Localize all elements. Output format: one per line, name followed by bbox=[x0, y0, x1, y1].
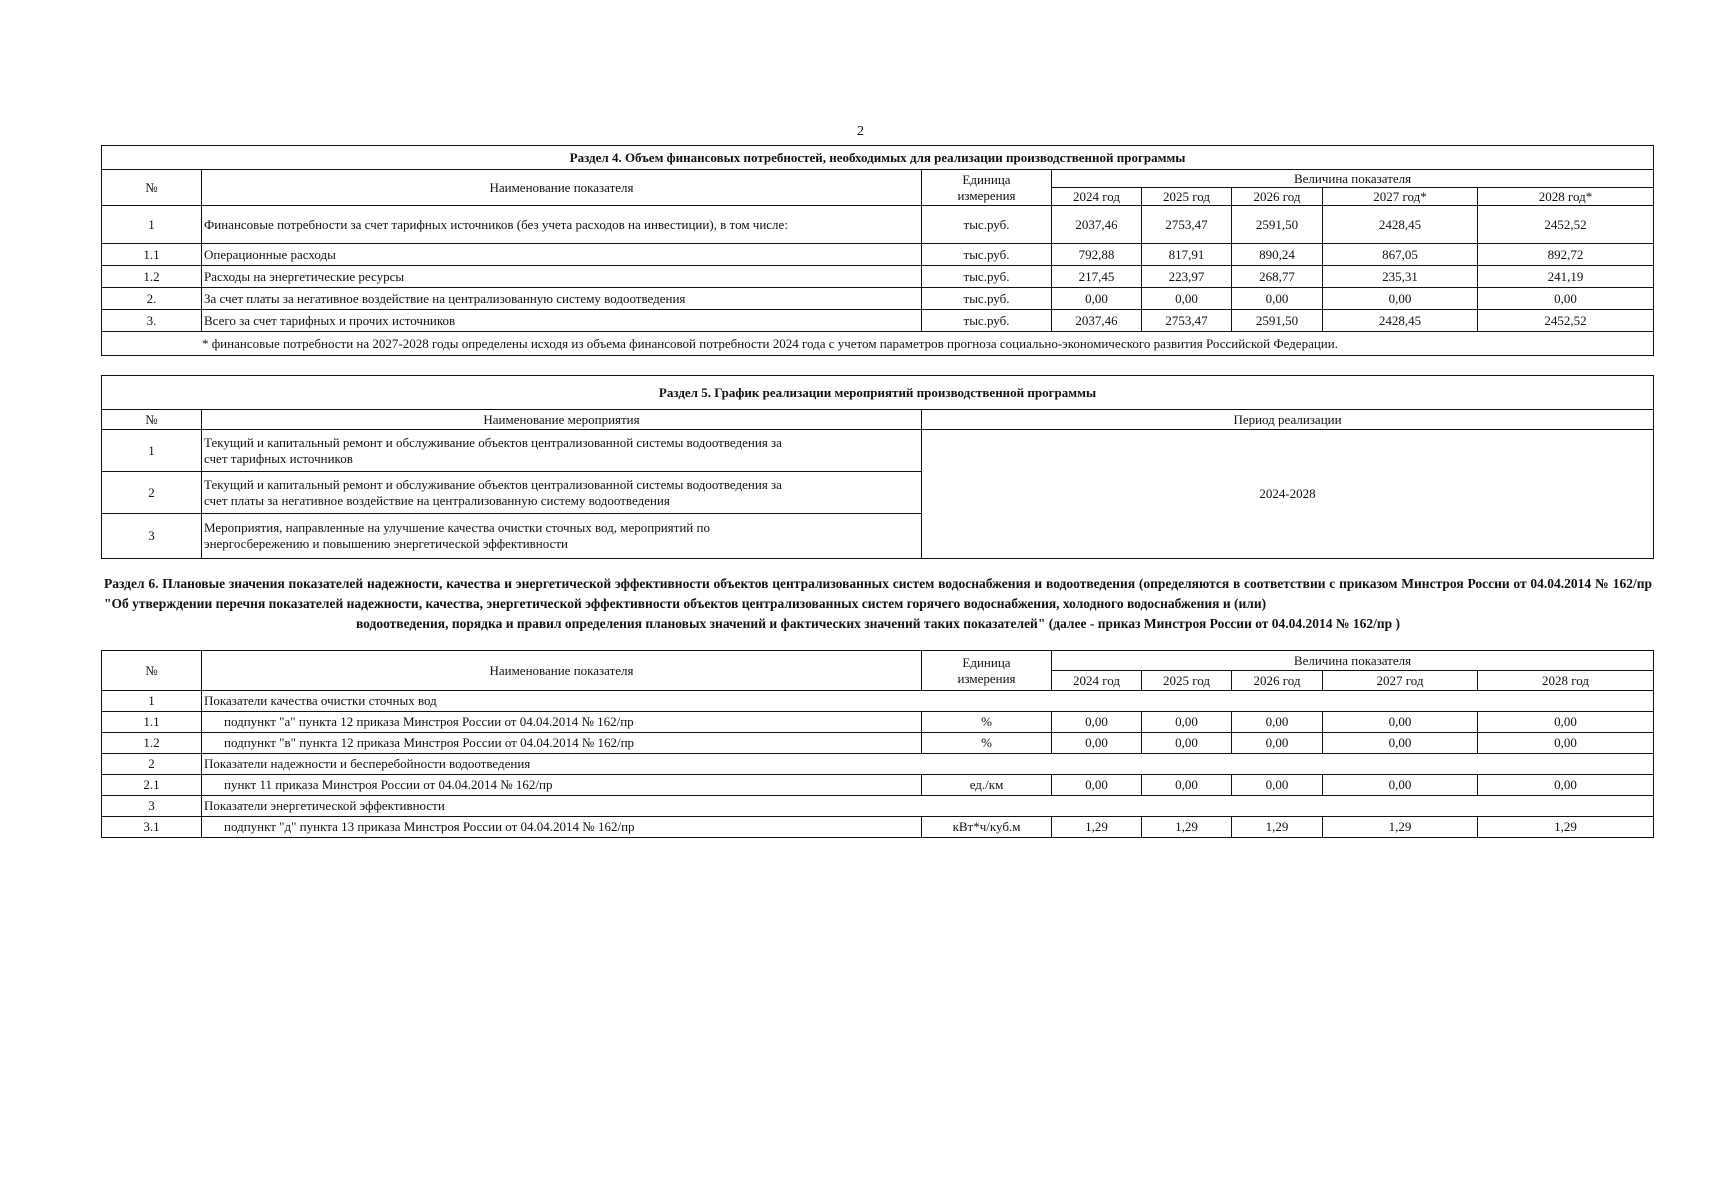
row-unit: тыс.руб. bbox=[922, 266, 1052, 288]
row-num: 2.1 bbox=[102, 775, 202, 796]
activity-line: счет тарифных источников bbox=[204, 450, 353, 466]
row-value: 0,00 bbox=[1142, 775, 1232, 796]
row-value: 0,00 bbox=[1232, 775, 1323, 796]
section5-title: Раздел 5. График реализации мероприятий производственной программы bbox=[102, 376, 1654, 410]
row-value: 268,77 bbox=[1232, 266, 1323, 288]
column-header-num: № bbox=[102, 651, 202, 691]
row-value: 223,97 bbox=[1142, 266, 1232, 288]
row-value: 2452,52 bbox=[1478, 206, 1654, 244]
section4-footnote: * финансовые потребности на 2027-2028 годы определены исходя из объема финансовой потребности 2024 года с учетом параметров прогноза социально-экономического развития Российской Федерации. bbox=[102, 332, 1654, 356]
row-value: 2591,50 bbox=[1232, 310, 1323, 332]
section6-title-main: Раздел 6. Плановые значения показателей надежности, качества и энергетической эффективности объектов централизованных систем водоснабжения и водоотведения (определяются в соответствии с приказом Минстроя России от 04.04.2014 № 162/пр "Об утверждении перечня показателей надежности, качества, энергетической эффективности объектов централизованных систем горячего водоснабжения, холодного водоснабжения и (или) bbox=[104, 576, 1652, 611]
row-value: 0,00 bbox=[1478, 712, 1654, 733]
row-value: 235,31 bbox=[1323, 266, 1478, 288]
row-value: 2591,50 bbox=[1232, 206, 1323, 244]
row-num: 1.2 bbox=[102, 733, 202, 754]
row-value: 0,00 bbox=[1052, 712, 1142, 733]
column-header-period: Период реализации bbox=[922, 410, 1654, 430]
row-num: 2. bbox=[102, 288, 202, 310]
row-value: 0,00 bbox=[1323, 775, 1478, 796]
row-value: 2452,52 bbox=[1478, 310, 1654, 332]
table-row bbox=[102, 288, 1654, 310]
column-header-unit bbox=[922, 170, 1052, 206]
row-value: 0,00 bbox=[1478, 775, 1654, 796]
column-header-value: Величина показателя bbox=[1052, 651, 1654, 671]
row-value: 217,45 bbox=[1052, 266, 1142, 288]
group-row bbox=[102, 691, 1654, 712]
column-header-name: Наименование показателя bbox=[202, 170, 922, 206]
row-value: 0,00 bbox=[1052, 288, 1142, 310]
section6-title-last: водоотведения, порядка и правил определения плановых значений и фактических значений таких показателей" (далее - приказ Минстроя России от 04.04.2014 № 162/пр ) bbox=[355, 616, 1401, 631]
table-row bbox=[102, 712, 1654, 733]
row-unit: кВт*ч/куб.м bbox=[922, 817, 1052, 838]
section4-table bbox=[101, 145, 1654, 356]
row-num: 1 bbox=[102, 430, 202, 472]
column-header-name: Наименование мероприятия bbox=[202, 410, 922, 430]
year-header: 2028 год bbox=[1478, 671, 1654, 691]
column-header-value: Величина показателя bbox=[1052, 170, 1654, 188]
year-header: 2024 год bbox=[1052, 671, 1142, 691]
unit-header-line2: измерения bbox=[957, 670, 1016, 686]
group-name: Показатели энергетической эффективности bbox=[202, 796, 1654, 817]
group-name: Показатели качества очистки сточных вод bbox=[202, 691, 1654, 712]
row-value: 1,29 bbox=[1478, 817, 1654, 838]
row-unit: ед./км bbox=[922, 775, 1052, 796]
table-row bbox=[102, 817, 1654, 838]
group-name: Показатели надежности и бесперебойности водоотведения bbox=[202, 754, 1654, 775]
row-name: подпункт "в" пункта 12 приказа Минстроя России от 04.04.2014 № 162/пр bbox=[202, 733, 922, 754]
row-num: 1 bbox=[102, 206, 202, 244]
year-header: 2026 год bbox=[1232, 188, 1323, 206]
row-num: 3 bbox=[102, 514, 202, 559]
row-value: 0,00 bbox=[1232, 733, 1323, 754]
row-value: 2753,47 bbox=[1142, 206, 1232, 244]
row-value: 0,00 bbox=[1142, 733, 1232, 754]
column-header-num: № bbox=[102, 170, 202, 206]
row-value: 2037,46 bbox=[1052, 206, 1142, 244]
activity-line: Текущий и капитальный ремонт и обслуживание объектов централизованной системы водоотведения за bbox=[204, 434, 782, 450]
table-row bbox=[102, 310, 1654, 332]
row-value: 0,00 bbox=[1323, 288, 1478, 310]
row-num: 1.1 bbox=[102, 712, 202, 733]
year-header: 2026 год bbox=[1232, 671, 1323, 691]
row-value: 1,29 bbox=[1323, 817, 1478, 838]
row-unit: % bbox=[922, 733, 1052, 754]
row-value: 2037,46 bbox=[1052, 310, 1142, 332]
row-value: 0,00 bbox=[1232, 712, 1323, 733]
page-number: 2 bbox=[857, 124, 864, 139]
row-name: Операционные расходы bbox=[202, 244, 922, 266]
row-name: Всего за счет тарифных и прочих источников bbox=[202, 310, 922, 332]
row-name: За счет платы за негативное воздействие на централизованную систему водоотведения bbox=[202, 288, 922, 310]
row-name: пункт 11 приказа Минстроя России от 04.04.2014 № 162/пр bbox=[202, 775, 922, 796]
activity-name bbox=[202, 514, 922, 559]
row-num: 3 bbox=[102, 796, 202, 817]
activity-name bbox=[202, 430, 922, 472]
row-value: 1,29 bbox=[1142, 817, 1232, 838]
row-value: 2428,45 bbox=[1323, 310, 1478, 332]
row-value: 0,00 bbox=[1323, 733, 1478, 754]
row-value: 0,00 bbox=[1052, 733, 1142, 754]
year-header: 2027 год* bbox=[1323, 188, 1478, 206]
group-row bbox=[102, 754, 1654, 775]
row-value: 241,19 bbox=[1478, 266, 1654, 288]
row-num: 2 bbox=[102, 754, 202, 775]
table-row bbox=[102, 266, 1654, 288]
row-value: 0,00 bbox=[1232, 288, 1323, 310]
section4-title: Раздел 4. Объем финансовых потребностей, необходимых для реализации производственной программы bbox=[102, 146, 1654, 170]
year-header: 2024 год bbox=[1052, 188, 1142, 206]
row-value: 0,00 bbox=[1142, 712, 1232, 733]
row-name: Финансовые потребности за счет тарифных источников (без учета расходов на инвестиции), в том числе: bbox=[202, 206, 922, 244]
year-header: 2028 год* bbox=[1478, 188, 1654, 206]
row-value: 0,00 bbox=[1052, 775, 1142, 796]
table-row bbox=[102, 775, 1654, 796]
table-row bbox=[102, 206, 1654, 244]
unit-header-line1: Единица bbox=[962, 654, 1011, 670]
year-header: 2025 год bbox=[1142, 188, 1232, 206]
section5-table bbox=[101, 375, 1654, 559]
row-value: 0,00 bbox=[1323, 712, 1478, 733]
row-num: 3. bbox=[102, 310, 202, 332]
row-name: подпункт "д" пункта 13 приказа Минстроя России от 04.04.2014 № 162/пр bbox=[202, 817, 922, 838]
activity-line: счет платы за негативное воздействие на централизованную систему водоотведения bbox=[204, 492, 670, 508]
row-unit: тыс.руб. bbox=[922, 310, 1052, 332]
row-num: 1.1 bbox=[102, 244, 202, 266]
row-value: 0,00 bbox=[1142, 288, 1232, 310]
row-value: 0,00 bbox=[1478, 733, 1654, 754]
section6-table bbox=[101, 650, 1654, 838]
row-value: 892,72 bbox=[1478, 244, 1654, 266]
row-name: подпункт "а" пункта 12 приказа Минстроя России от 04.04.2014 № 162/пр bbox=[202, 712, 922, 733]
row-value: 867,05 bbox=[1323, 244, 1478, 266]
activity-line: Текущий и капитальный ремонт и обслуживание объектов централизованной системы водоотведения за bbox=[204, 476, 782, 492]
column-header-num: № bbox=[102, 410, 202, 430]
row-value: 792,88 bbox=[1052, 244, 1142, 266]
row-unit: тыс.руб. bbox=[922, 244, 1052, 266]
unit-header-line1: Единица bbox=[962, 171, 1011, 187]
row-value: 1,29 bbox=[1052, 817, 1142, 838]
row-value: 817,91 bbox=[1142, 244, 1232, 266]
row-value: 890,24 bbox=[1232, 244, 1323, 266]
row-unit: тыс.руб. bbox=[922, 206, 1052, 244]
implementation-period: 2024-2028 bbox=[922, 430, 1654, 559]
row-unit: тыс.руб. bbox=[922, 288, 1052, 310]
row-unit: % bbox=[922, 712, 1052, 733]
year-header: 2027 год bbox=[1323, 671, 1478, 691]
section6-title bbox=[104, 574, 1652, 634]
row-value: 0,00 bbox=[1478, 288, 1654, 310]
activity-line: Мероприятия, направленные на улучшение качества очистки сточных вод, мероприятий по bbox=[204, 520, 710, 535]
group-row bbox=[102, 796, 1654, 817]
column-header-name: Наименование показателя bbox=[202, 651, 922, 691]
row-num: 1.2 bbox=[102, 266, 202, 288]
activity-name bbox=[202, 472, 922, 514]
row-num: 1 bbox=[102, 691, 202, 712]
table-row bbox=[102, 733, 1654, 754]
row-name: Расходы на энергетические ресурсы bbox=[202, 266, 922, 288]
table-row bbox=[102, 244, 1654, 266]
year-header: 2025 год bbox=[1142, 671, 1232, 691]
activity-line: энергосбережению и повышению энергетической эффективности bbox=[204, 536, 568, 551]
column-header-unit bbox=[922, 651, 1052, 691]
row-num: 3.1 bbox=[102, 817, 202, 838]
row-value: 1,29 bbox=[1232, 817, 1323, 838]
row-value: 2428,45 bbox=[1323, 206, 1478, 244]
unit-header-line2: измерения bbox=[957, 187, 1016, 203]
row-value: 2753,47 bbox=[1142, 310, 1232, 332]
row-num: 2 bbox=[102, 472, 202, 514]
